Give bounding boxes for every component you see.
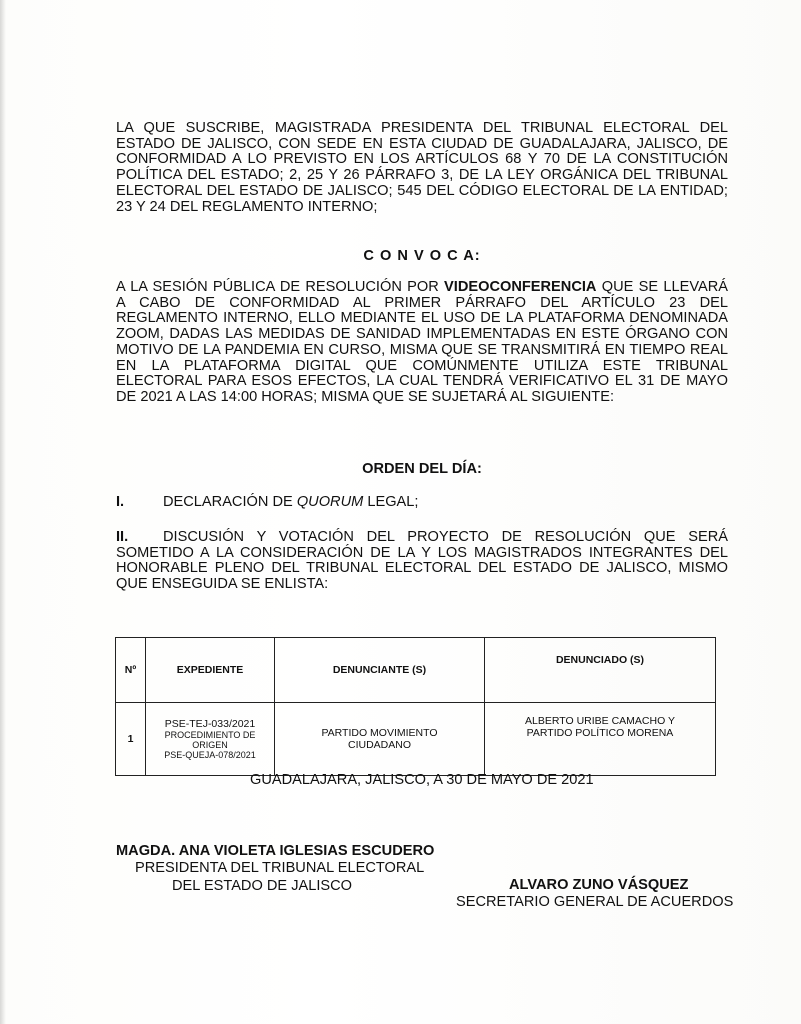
row-expediente xyxy=(146,703,275,776)
intro-paragraph: LA QUE SUSCRIBE, MAGISTRADA PRESIDENTA DEL TRIBUNAL ELECTORAL DEL ESTADO DE JALISCO, CON SEDE EN ESTA CIUDAD DE GUADALAJARA, JALISCO, DE CONFORMIDAD A LO PREVISTO EN LOS ARTÍCULOS 68 Y 70 DE LA CONSTITUCIÓN POLÍTICA DEL ESTADO; 2, 25 Y 26 PÁRRAFO 3, DE LA LEY ORGÁNICA DEL TRIBUNAL ELECTORAL DEL ESTADO DE JALISCO; 545 DEL CÓDIGO ELECTORAL DE LA ENTIDAD; 23 Y 24 DEL REGLAMENTO INTERNO; xyxy=(116,120,728,215)
row-number: 1 xyxy=(116,703,146,776)
row-denunciado xyxy=(485,703,716,776)
agenda-item-1-text: DECLARACIÓN DE xyxy=(163,494,297,510)
agenda-item-2-number: II. xyxy=(116,529,129,545)
signer-2-name: ALVARO ZUNO VÁSQUEZ xyxy=(509,877,689,893)
origen-value: PSE-QUEJA-078/2021 xyxy=(164,750,256,760)
table-header-denunciado: DENUNCIADO (S) xyxy=(485,638,716,703)
session-text-start: A LA SESIÓN PÚBLICA DE RESOLUCIÓN POR xyxy=(116,279,445,295)
denunciante-line-2: CIUDADANO xyxy=(347,739,411,751)
agenda-item-1-quorum: QUORUM xyxy=(296,494,364,510)
table-header-expediente: EXPEDIENTE xyxy=(146,638,275,703)
agenda-item-1 xyxy=(116,495,728,511)
agenda-item-1-number: I. xyxy=(116,494,125,510)
cases-table xyxy=(115,637,716,776)
denunciado-line-2: PARTIDO POLÍTICO MORENA xyxy=(526,727,674,739)
denunciado-line-1: ALBERTO URIBE CAMACHO Y xyxy=(525,715,675,727)
signer-2-role: SECRETARIO GENERAL DE ACUERDOS xyxy=(456,894,734,910)
session-paragraph xyxy=(116,280,728,406)
table-header-number: Nº xyxy=(116,638,146,703)
agenda-item-1-text-end: LEGAL; xyxy=(363,494,419,510)
convoca-heading: C O N V O C A: xyxy=(363,248,481,264)
row-denunciante xyxy=(275,703,485,776)
place-date: GUADALAJARA, JALISCO, A 30 DE MAYO DE 2021 xyxy=(250,772,594,788)
agenda-item-2-text: DISCUSIÓN Y VOTACIÓN DEL PROYECTO DE RESOLUCIÓN QUE SERÁ SOMETIDO A LA CONSIDERACIÓN DE LA Y LOS MAGISTRADOS INTEGRANTES DEL HONORABLE PLENO DEL TRIBUNAL ELECTORAL DEL ESTADO DE JALISCO, MISMO QUE ENSEGUIDA SE ENLISTA: xyxy=(116,529,728,593)
orden-heading: ORDEN DEL DÍA: xyxy=(362,461,482,477)
table-row xyxy=(116,703,716,776)
origen-label-1: PROCEDIMIENTO DE xyxy=(164,730,256,740)
table-header-denunciante: DENUNCIANTE (S) xyxy=(275,638,485,703)
session-text-rest: QUE SE LLEVARÁ A CABO DE CONFORMIDAD AL PRIMER PÁRRAFO DEL ARTÍCULO 23 DEL REGLAMENTO INTERNO, ELLO MEDIANTE EL USO DE LA PLATAFORMA DENOMINADA ZOOM, DADAS LAS MEDIDAS DE SANIDAD IMPLEMENTADAS EN ESTE ÓRGANO CON MOTIVO DE LA PANDEMIA EN CURSO, MISMA QUE SE TRANSMITIRÁ EN TIEMPO REAL EN LA PLATAFORMA DIGITAL QUE COMÚNMENTE UTILIZA ESTE TRIBUNAL ELECTORAL PARA ESOS EFECTOS, LA CUAL TENDRÁ VERIFICATIVO EL 31 DE MAYO DE 2021 A LAS 14:00 HORAS; MISMA QUE SE SUJETARÁ AL SIGUIENTE: xyxy=(116,279,728,405)
denunciante-line-1: PARTIDO MOVIMIENTO xyxy=(321,727,438,739)
session-mode: VIDEOCONFERENCIA xyxy=(444,279,597,295)
origen-label-2: ORIGEN xyxy=(192,740,228,750)
expediente-number: PSE-TEJ-033/2021 xyxy=(164,718,256,730)
agenda-item-2 xyxy=(116,530,728,593)
signer-1-role-line-2: DEL ESTADO DE JALISCO xyxy=(172,878,353,894)
signer-1-role-line-1: PRESIDENTA DEL TRIBUNAL ELECTORAL xyxy=(135,860,425,876)
page-edge-shadow xyxy=(0,0,6,1024)
table-header-row xyxy=(116,638,716,703)
signer-1-name: MAGDA. ANA VIOLETA IGLESIAS ESCUDERO xyxy=(116,843,435,859)
